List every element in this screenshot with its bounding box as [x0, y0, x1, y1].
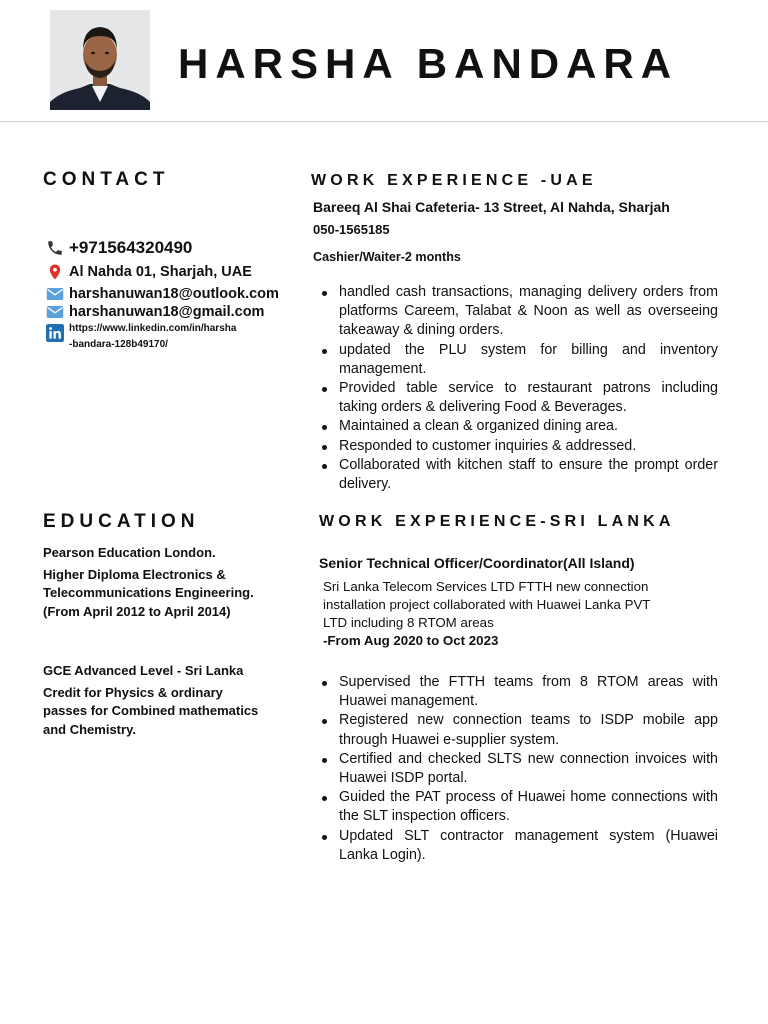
education-detail: Credit for Physics & ordinary [43, 684, 223, 700]
education-entry [43, 544, 283, 621]
institution-name: Pearson Education London. [43, 545, 216, 560]
education-entry [43, 662, 283, 739]
profile-photo [50, 10, 150, 110]
list-item: Maintained a clean & organized dining area. [312, 417, 718, 436]
linkedin-url [69, 321, 279, 353]
education-detail: (From April 2012 to April 2014) [43, 603, 231, 619]
uae-employer: Bareeq Al Shai Cafeteria- 13 Street, Al Nahda, Sharjah [313, 199, 670, 215]
sl-description-line: installation project collaborated with Huawei Lanka PVT [323, 597, 651, 612]
contact-email-1[interactable] [46, 285, 279, 303]
list-item: handled cash transactions, managing delivery orders from platforms Careem, Talabat & Noon as well as overseeing takeaway & dining orders. [312, 283, 718, 341]
mail-icon [46, 303, 64, 321]
education-detail: passes for Combined mathematics [43, 703, 259, 718]
header-divider [0, 121, 768, 122]
contact-address [46, 263, 252, 281]
phone-number: +971564320490 [69, 238, 193, 257]
linkedin-icon [46, 324, 64, 342]
list-item: Guided the PAT process of Huawei home connections with the SLT inspection officers. [312, 788, 718, 826]
list-item: Registered new connection teams to ISDP mobile app through Huawei e-supplier system. [312, 711, 718, 749]
sl-description-line: LTD including 8 RTOM areas [323, 615, 494, 630]
sl-description [323, 578, 703, 650]
sl-duties-list [312, 673, 718, 865]
linkedin-url-line-1: https://www.linkedin.com/in/harsha [69, 323, 237, 334]
institution-name: GCE Advanced Level - Sri Lanka [43, 663, 244, 678]
uae-duties-list [312, 283, 718, 494]
location-pin-icon [46, 263, 64, 281]
sl-description-line: Sri Lanka Telecom Services LTD FTTH new connection [323, 579, 649, 594]
education-detail: and Chemistry. [43, 721, 136, 737]
list-item: Updated SLT contractor management system (Huawei Lanka Login). [312, 827, 718, 865]
list-item: Supervised the FTTH teams from 8 RTOM areas with Huawei management. [312, 673, 718, 711]
list-item: Responded to customer inquiries & addressed. [312, 437, 718, 456]
linkedin-url-line-2: -bandara-128b49170/ [69, 339, 168, 350]
education-detail: Higher Diploma Electronics & [43, 566, 226, 582]
sl-period: -From Aug 2020 to Oct 2023 [323, 633, 499, 648]
candidate-name: HARSHA BANDARA [178, 40, 679, 87]
uae-role: Cashier/Waiter-2 months [313, 250, 461, 264]
list-item: Collaborated with kitchen staff to ensure the prompt order delivery. [312, 456, 718, 494]
portrait-photo [50, 10, 150, 110]
email-outlook: harshanuwan18@outlook.com [69, 286, 279, 302]
phone-icon [46, 239, 64, 257]
sl-role: Senior Technical Officer/Coordinator(All Island) [319, 555, 635, 571]
contact-email-2[interactable] [46, 303, 264, 321]
contact-phone[interactable] [46, 238, 192, 258]
address-text: Al Nahda 01, Sharjah, UAE [69, 264, 252, 280]
uae-employer-phone: 050-1565185 [313, 222, 390, 237]
education-detail: Telecommunications Engineering. [43, 585, 254, 600]
list-item: updated the PLU system for billing and inventory management. [312, 341, 718, 379]
education-heading: EDUCATION [43, 511, 200, 532]
contact-linkedin[interactable] [46, 321, 279, 353]
list-item: Certified and checked SLTS new connection invoices with Huawei ISDP portal. [312, 750, 718, 788]
email-gmail: harshanuwan18@gmail.com [69, 304, 265, 320]
work-sl-heading: WORK EXPERIENCE-SRI LANKA [319, 513, 675, 530]
contact-heading: CONTACT [43, 169, 170, 190]
work-uae-heading: WORK EXPERIENCE -UAE [311, 172, 597, 189]
list-item: Provided table service to restaurant patrons including taking orders & delivering Food & Beverages. [312, 379, 718, 417]
mail-icon [46, 285, 64, 303]
